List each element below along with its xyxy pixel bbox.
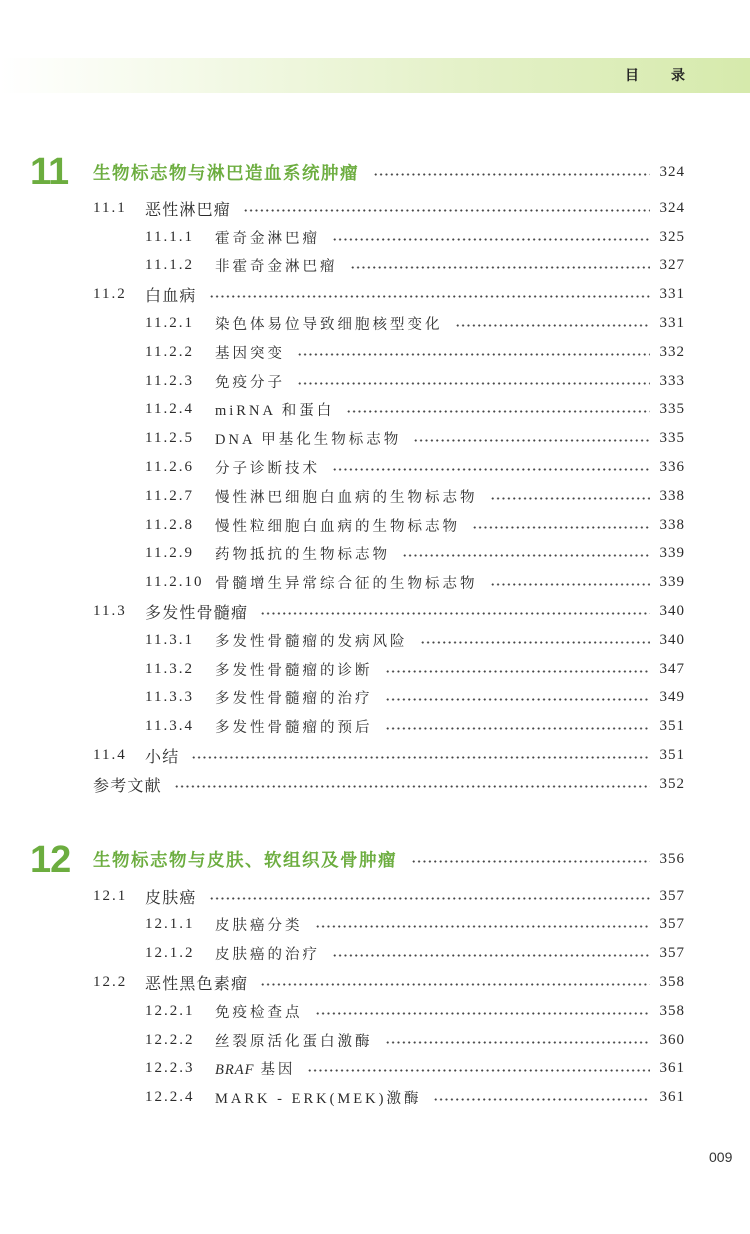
subsection-number: 11.2.5: [145, 430, 194, 447]
section-title-text: 参考文献: [93, 777, 162, 795]
chapter-title: 生物标志物与淋巴造血系统肿瘤: [93, 162, 359, 183]
subsection-number: 11.3.3: [145, 689, 194, 706]
dot-leader: [332, 954, 650, 957]
subsection-page-number: 357: [659, 945, 685, 962]
subsection-title: [215, 515, 460, 536]
dot-leader: [297, 382, 650, 385]
chapter-title: 生物标志物与皮肤、软组织及骨肿瘤: [93, 850, 397, 871]
section-entry: [30, 968, 685, 997]
subsection-entry: [30, 309, 685, 338]
subsection-entry: [30, 252, 685, 281]
section-title: [145, 600, 248, 623]
subsection-entry: [30, 712, 685, 741]
dot-leader: [420, 641, 651, 644]
dot-leader: [385, 1041, 651, 1044]
dot-leader: [332, 468, 650, 471]
subsection-title: [215, 914, 303, 935]
section-page-number: 324: [659, 199, 685, 216]
subsection-title-text: 基因突变: [215, 345, 285, 362]
section-title: [145, 885, 197, 908]
subsection-number: 11.2.3: [145, 372, 194, 389]
subsection-title-text: 免疫检查点: [215, 1004, 303, 1021]
subsection-title: [215, 659, 373, 680]
section-title-text: 恶性黑色素瘤: [145, 976, 249, 994]
section-title: [145, 283, 197, 306]
dot-leader: [433, 1098, 650, 1101]
dot-leader: [385, 727, 651, 730]
dot-leader: [243, 209, 650, 212]
subsection-number: 11.2.6: [145, 459, 194, 476]
subsection-entry: [30, 482, 685, 511]
subsection-title: [215, 943, 320, 964]
subsection-number: 12.1.2: [145, 945, 195, 962]
dot-leader: [260, 612, 650, 615]
subsection-page-number: 358: [659, 1002, 685, 1019]
subsection-title: [215, 399, 334, 420]
page-number: 009: [709, 1149, 733, 1165]
subsection-page-number: 325: [659, 228, 685, 245]
subsection-number: 11.2.9: [145, 545, 194, 562]
subsection-page-number: 331: [659, 315, 685, 332]
subsection-title-text: 皮肤癌的治疗: [215, 947, 320, 964]
subsection-entry: [30, 684, 685, 713]
dot-leader: [385, 698, 651, 701]
subsection-title-text: 免疫分子: [215, 374, 285, 391]
subsection-number: 11.1.1: [145, 228, 194, 245]
subsection-number: 12.2.4: [145, 1089, 195, 1106]
chapter-number: 11: [30, 151, 69, 193]
section-entry: [30, 882, 685, 911]
subsection-number: 11.2.8: [145, 516, 194, 533]
dot-leader: [472, 526, 650, 529]
subsection-entry: [30, 655, 685, 684]
chapter-page-number: 324: [659, 163, 685, 180]
subsection-entry: [30, 453, 685, 482]
subsection-title: [215, 227, 320, 248]
subsection-page-number: 339: [659, 545, 685, 562]
subsection-title-text: 药物抵抗的生物标志物: [215, 547, 390, 564]
subsection-title: [215, 572, 478, 593]
section-number: 12.2: [93, 974, 128, 991]
subsection-title: [215, 313, 443, 334]
section-title: [93, 773, 162, 796]
section-number: 11.1: [93, 199, 127, 216]
subsection-title: [215, 687, 373, 708]
subsection-page-number: 347: [659, 660, 685, 677]
subsection-entry: [30, 626, 685, 655]
subsection-title-text: 多发性骨髓瘤的预后: [215, 720, 373, 737]
subsection-title-text: 皮肤癌分类: [215, 918, 303, 935]
section-page-number: 357: [659, 887, 685, 904]
subsection-title: [215, 428, 401, 449]
dot-leader: [490, 497, 651, 500]
subsection-title: [215, 486, 478, 507]
section-title: [145, 197, 231, 220]
chapter-block: [30, 838, 685, 1112]
section-number: 11.4: [93, 747, 127, 764]
subsection-page-number: 361: [659, 1089, 685, 1106]
section-number: 11.3: [93, 603, 127, 620]
subsection-page-number: 360: [659, 1031, 685, 1048]
subsection-title: [215, 543, 390, 564]
subsection-title-text: 丝裂原活化蛋白激酶: [215, 1033, 373, 1050]
subsection-number: 11.3.2: [145, 660, 194, 677]
subsection-title-text: DNA 甲基化生物标志物: [215, 432, 402, 449]
subsection-entry: [30, 223, 685, 252]
dot-leader: [385, 670, 651, 673]
dot-leader: [350, 266, 651, 269]
section-title: [145, 971, 248, 994]
section-title-text: 多发性骨髓瘤: [145, 605, 249, 623]
dot-leader: [297, 353, 650, 356]
section-title-text: 小结: [145, 749, 180, 767]
subsection-title: [215, 1030, 373, 1051]
subsection-entry: [30, 1026, 685, 1055]
subsection-title-text: 骨髓增生异常综合征的生物标志物: [215, 576, 478, 593]
subsection-number: 11.2.2: [145, 343, 194, 360]
subsection-number: 11.2.7: [145, 487, 194, 504]
subsection-entry: [30, 338, 685, 367]
subsection-title-text: 非霍奇金淋巴瘤: [215, 259, 338, 276]
section-entry: [30, 280, 685, 309]
subsection-entry: [30, 396, 685, 425]
subsection-title-text: 染色体易位导致细胞核型变化: [215, 317, 443, 334]
subsection-title: [215, 457, 320, 478]
subsection-title: [215, 255, 338, 276]
subsection-title: [215, 1001, 303, 1022]
subsection-page-number: 336: [659, 459, 685, 476]
section-entry: [30, 597, 685, 626]
dot-leader: [455, 324, 651, 327]
subsection-entry: [30, 511, 685, 540]
subsection-title: [215, 716, 373, 737]
subsection-title-text: 多发性骨髓瘤的诊断: [215, 662, 373, 679]
dot-leader: [413, 439, 650, 442]
subsection-number: 11.1.2: [145, 257, 194, 274]
subsection-page-number: 357: [659, 916, 685, 933]
dot-leader: [315, 1012, 651, 1015]
subsection-title-text: 多发性骨髓瘤的发病风险: [215, 633, 408, 650]
dot-leader: [411, 860, 650, 863]
subsection-page-number: 338: [659, 487, 685, 504]
subsection-title-italic: BRAF: [215, 1062, 255, 1079]
table-of-contents: [30, 150, 685, 1112]
subsection-title-text: 慢性粒细胞白血病的生物标志物: [215, 518, 460, 535]
subsection-title-text: 霍奇金淋巴瘤: [215, 230, 320, 247]
subsection-entry: [30, 1083, 685, 1112]
header-band: [0, 58, 750, 93]
section-title-text: 白血病: [145, 288, 197, 306]
section-page-number: 340: [659, 603, 685, 620]
subsection-entry: [30, 568, 685, 597]
chapter-page-number: 356: [659, 851, 685, 868]
dot-leader: [315, 925, 651, 928]
subsection-entry: [30, 1055, 685, 1084]
subsection-number: 11.2.10: [145, 574, 204, 591]
subsection-page-number: 335: [659, 430, 685, 447]
section-page-number: 358: [659, 974, 685, 991]
subsection-number: 12.2.3: [145, 1060, 195, 1077]
section-title: [145, 744, 179, 767]
subsection-page-number: 351: [659, 718, 685, 735]
subsection-page-number: 361: [659, 1060, 685, 1077]
dot-leader: [174, 785, 650, 788]
dot-leader: [402, 554, 650, 557]
subsection-entry: [30, 911, 685, 940]
subsection-title-text: 基因: [260, 1062, 296, 1079]
section-entry: [30, 770, 685, 799]
section-number: 12.1: [93, 887, 128, 904]
subsection-number: 11.2.1: [145, 315, 194, 332]
subsection-number: 12.2.1: [145, 1002, 195, 1019]
subsection-number: 12.1.1: [145, 916, 195, 933]
subsection-page-number: 340: [659, 631, 685, 648]
subsection-entry: [30, 939, 685, 968]
subsection-entry: [30, 424, 685, 453]
subsection-title-text: miRNA 和蛋白: [215, 403, 335, 420]
subsection-page-number: 327: [659, 257, 685, 274]
subsection-page-number: 349: [659, 689, 685, 706]
dot-leader: [307, 1069, 650, 1072]
chapter-heading: [30, 838, 685, 882]
dot-leader: [191, 756, 650, 759]
subsection-entry: [30, 997, 685, 1026]
dot-leader: [346, 410, 650, 413]
subsection-page-number: 333: [659, 372, 685, 389]
section-page-number: 331: [659, 286, 685, 303]
dot-leader: [209, 295, 650, 298]
subsection-title: [215, 371, 285, 392]
subsection-entry: [30, 367, 685, 396]
section-title-text: 恶性淋巴瘤: [145, 201, 232, 219]
dot-leader: [490, 583, 651, 586]
subsection-number: 11.2.4: [145, 401, 194, 418]
section-entry: [30, 741, 685, 770]
section-number: 11.2: [93, 286, 127, 303]
subsection-title-text: 分子诊断技术: [215, 461, 320, 478]
subsection-page-number: 339: [659, 574, 685, 591]
dot-leader: [209, 897, 650, 900]
subsection-title: [215, 342, 285, 363]
subsection-page-number: 332: [659, 343, 685, 360]
chapter-heading: [30, 150, 685, 194]
subsection-title-text: MARK - ERK(MEK)激酶: [215, 1091, 422, 1108]
subsection-page-number: 338: [659, 516, 685, 533]
subsection-title: [215, 1058, 295, 1079]
subsection-page-number: 335: [659, 401, 685, 418]
subsection-entry: [30, 540, 685, 569]
subsection-number: 12.2.2: [145, 1031, 195, 1048]
subsection-number: 11.3.1: [145, 631, 194, 648]
subsection-title-text: 多发性骨髓瘤的治疗: [215, 691, 373, 708]
dot-leader: [373, 173, 650, 176]
subsection-number: 11.3.4: [145, 718, 194, 735]
subsection-title: [215, 630, 408, 651]
section-page-number: 352: [659, 775, 685, 792]
section-page-number: 351: [659, 747, 685, 764]
chapter-block: [30, 150, 685, 799]
section-title-text: 皮肤癌: [145, 889, 197, 907]
header-title: 目 录: [625, 67, 694, 83]
dot-leader: [260, 983, 650, 986]
subsection-title-text: 慢性淋巴细胞白血病的生物标志物: [215, 489, 478, 506]
dot-leader: [332, 238, 650, 241]
subsection-title: [215, 1087, 421, 1108]
chapter-number: 12: [30, 838, 71, 881]
section-entry: [30, 194, 685, 223]
